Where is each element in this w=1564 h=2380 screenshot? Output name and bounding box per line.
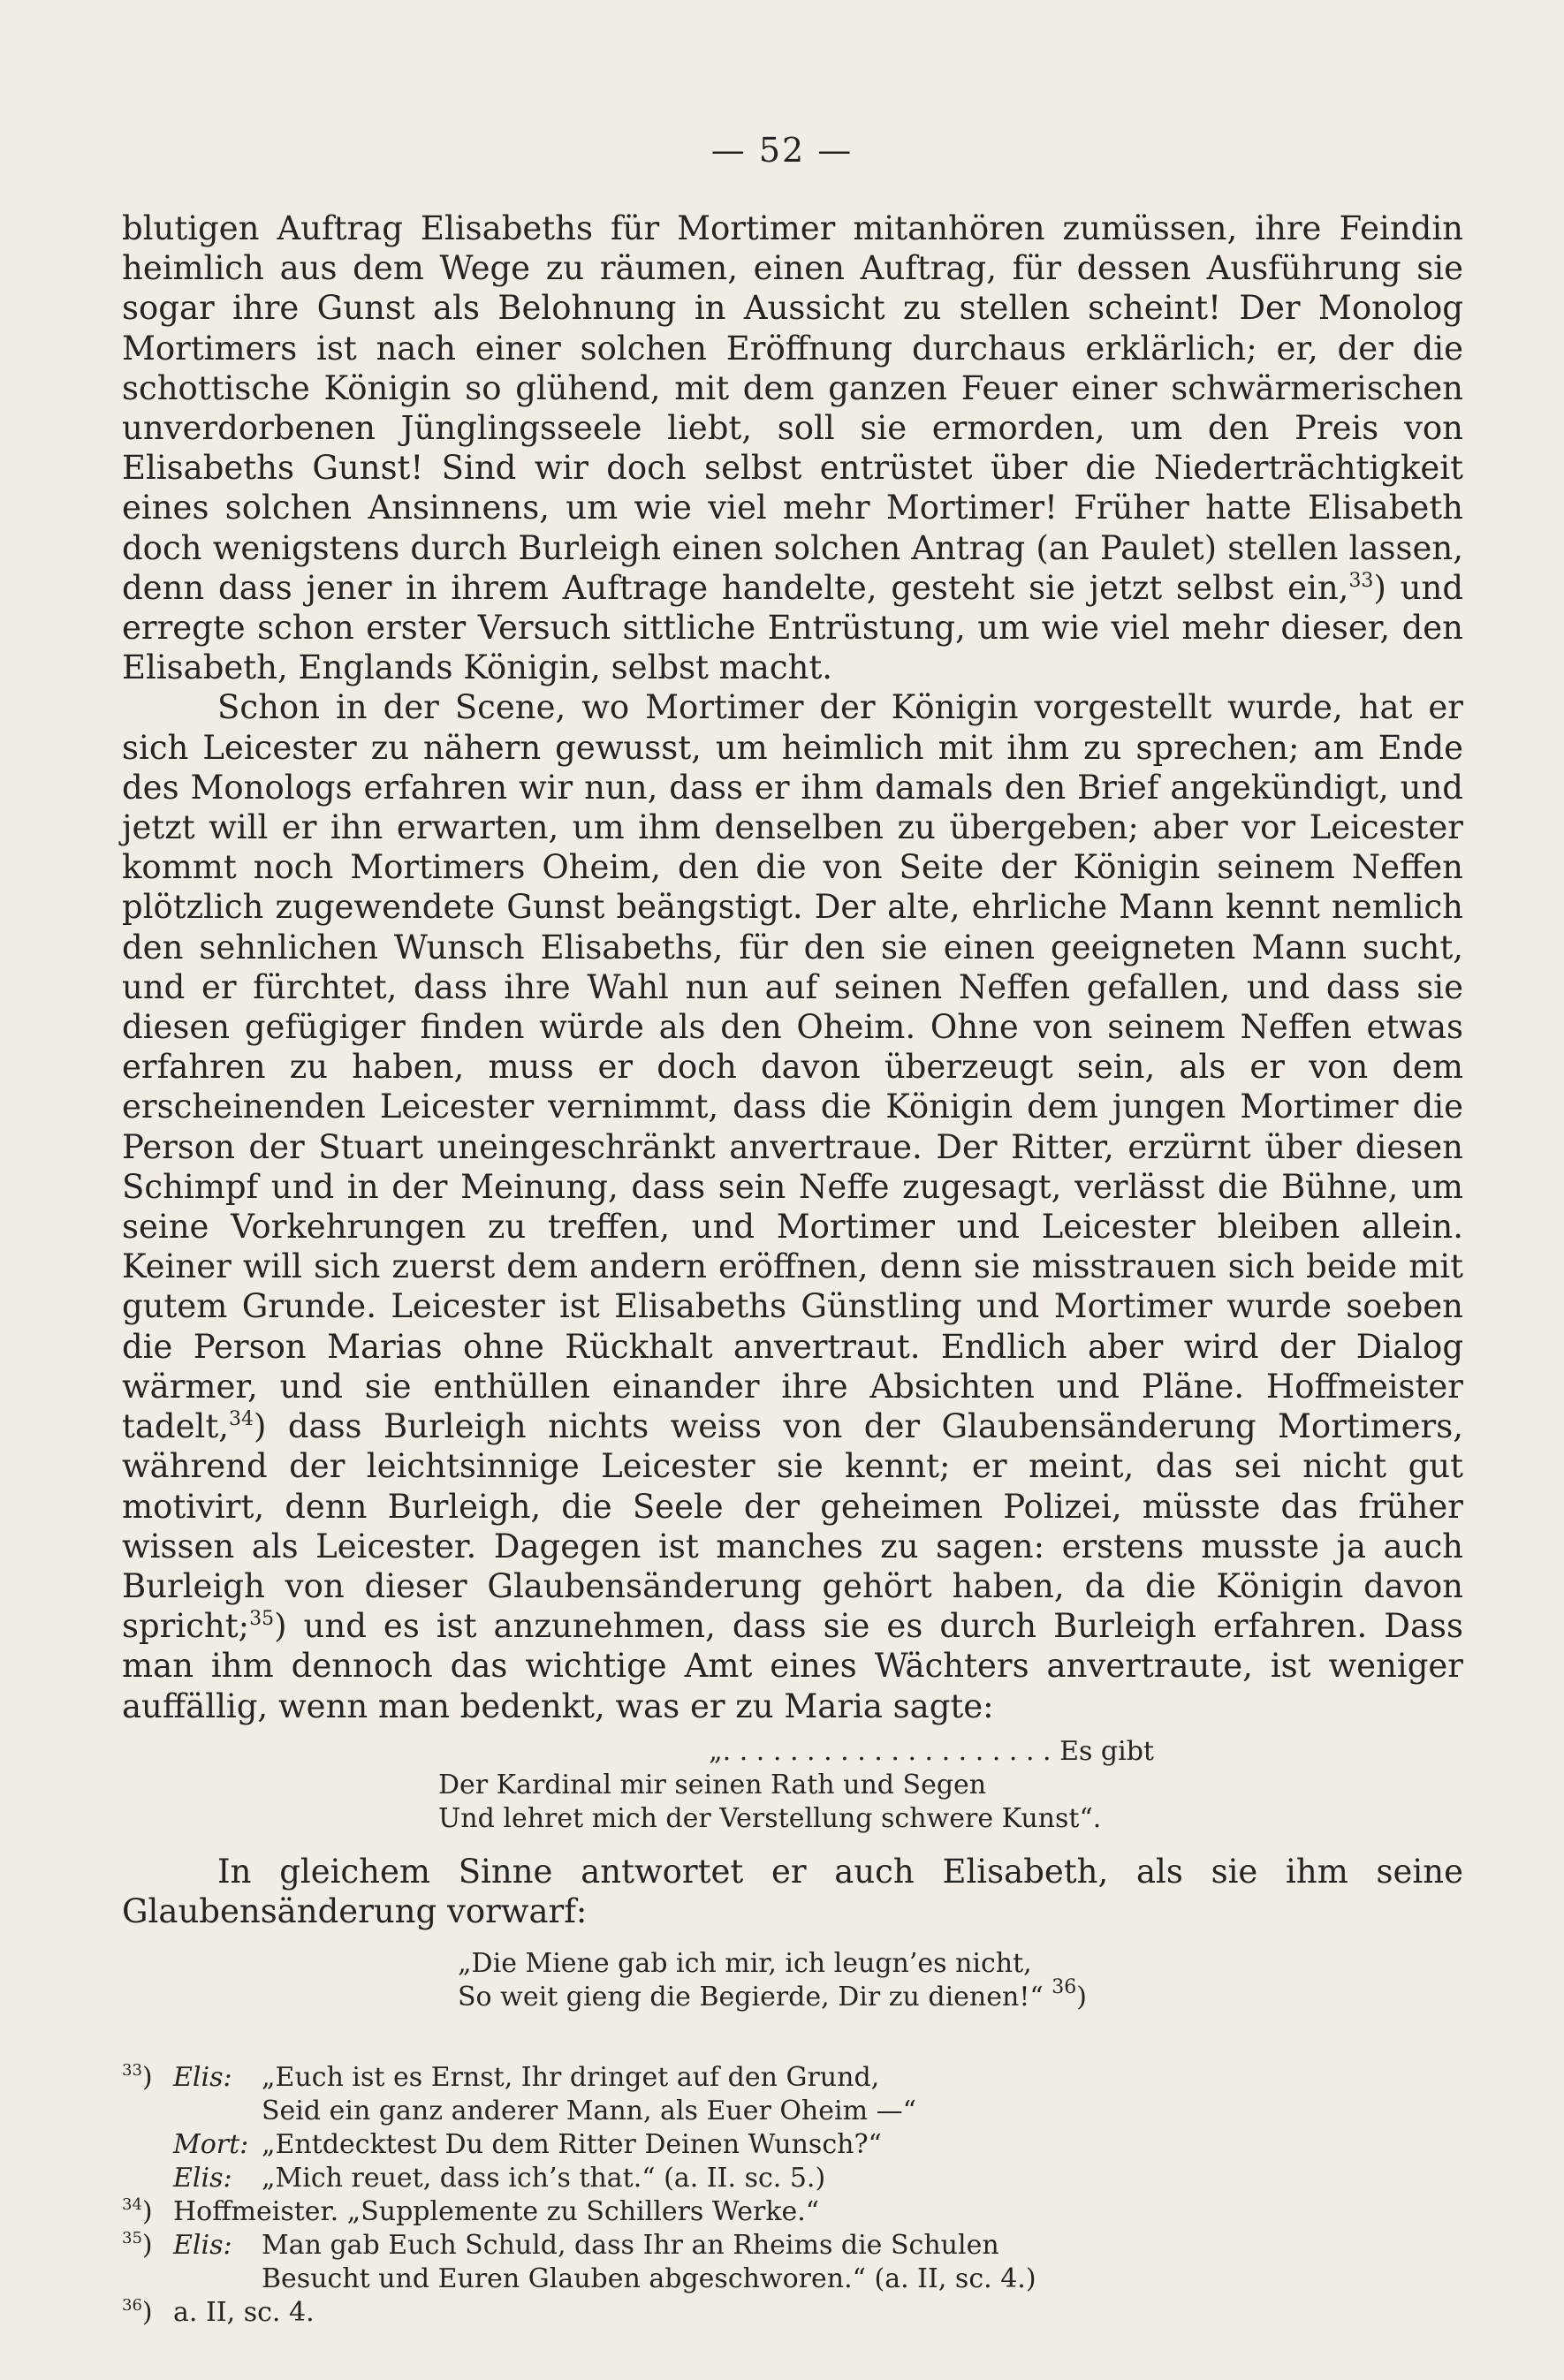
verse-2-line-2: So weit gieng die Begierde, Dir zu dienen!“ (458, 1982, 1044, 2013)
footnote-number (122, 2128, 173, 2162)
footnote-ref-36: 36 (1052, 1976, 1077, 1999)
footnote-number-35: 35 (122, 2229, 142, 2247)
footnote-number (122, 2263, 173, 2296)
paragraph-1-part-1: blutigen Auftrag Elisabeths für Mortimer mitanhören zumüssen, ihre Feindin heimlich aus dem Wege zu räumen, einen Auftrag, für dessen Ausführung sie sogar ihre Gunst als Belohnung in Aussicht zu stellen scheint! Der Monolog Mortimers ist nach einer solchen Eröffnung durchaus erklärlich; er, der die schottische Königin so glühend, mit dem ganzen Feuer einer schwärmerischen unverdorbenen Jünglingsseele liebt, soll sie ermorden, um den Preis von Elisabeths Gunst! Sind wir doch selbst entrüstet über die Niederträchtigkeit eines solchen Ansinnens, um wie viel mehr Mortimer! Früher hatte Elisabeth doch wenigstens durch Burleigh einen solchen Antrag (an Paulet) stellen lassen, denn dass jener in ihrem Auftrage handelte, gesteht sie jetzt selbst ein, (122, 209, 1463, 607)
footnote-number: $^{33}$) (122, 2061, 153, 2093)
footnote-line (122, 2296, 1359, 2330)
paragraph-2-part-3: ) und es ist anzunehmen, dass sie es durch Burleigh erfahren. Dass man ihm dennoch das wichtige Amt eines Wächters anvertraute, ist weniger auffällig, wenn man bedenkt, was er zu Maria sagte: (122, 1607, 1463, 1725)
footnote-line (122, 2061, 1359, 2095)
footnote-line (122, 2095, 1359, 2128)
footnote-number: $^{34}$) (122, 2195, 153, 2227)
main-text (122, 208, 1463, 2014)
footnote-text: Man gab Euch Schuld, dass Ihr an Rheims die Schulen (262, 2230, 999, 2261)
footnote-speaker (173, 2095, 262, 2128)
verse-1-line-1: „. . . . . . . . . . . . . . . . . . . . Es gibt (709, 1735, 1154, 1767)
footnote-ref-34: 34 (228, 1408, 254, 1431)
verse-2-line-2-wrap (458, 1976, 1463, 2014)
paragraph-3: In gleichem Sinne antwortet er auch Elisabeth, als sie ihm seine Glaubensänderung vorwarf: (122, 1852, 1463, 1930)
footnote-text: Besucht und Euren Glauben abgeschworen.“ (a. II, sc. 4.) (262, 2263, 1036, 2294)
footnote-text: Seid ein ganz anderer Mann, als Euer Oheim —“ (262, 2096, 916, 2126)
verse-2-line-1: „Die Miene gab ich mir, ich leugn’es nicht, (458, 1948, 1032, 1980)
footnote-ref-35: 35 (249, 1608, 275, 1631)
footnote-number: $^{36}$) (122, 2296, 153, 2328)
footnote-speaker: Mort: (173, 2129, 249, 2160)
footnote-line (122, 2229, 1359, 2263)
verse-1-line-3: Und lehret mich der Verstellung schwere Kunst“. (438, 1802, 1102, 1834)
footnote-text: „Entdecktest Du dem Ritter Deinen Wunsch?“ (262, 2129, 882, 2160)
paragraph-1 (122, 208, 1463, 687)
footnote-number-33: 33 (122, 2061, 142, 2080)
footnote-text: „Euch ist es Ernst, Ihr dringet auf den Grund, (262, 2062, 880, 2093)
footnote-text: a. II, sc. 4. (173, 2297, 315, 2328)
verse-quote-2 (458, 1947, 1463, 2014)
footnote-line (122, 2128, 1359, 2162)
footnote-number (122, 2162, 173, 2195)
footnotes (122, 2061, 1359, 2330)
paragraph-2-part-2: ) dass Burleigh nichts weiss von der Glaubensänderung Mortimers, während der leichtsinnige Leicester sie kennt; er meint, das sei nicht gut motivirt, denn Burleigh, die Seele der geheimen Polizei, müsste das früher wissen als Leicester. Dagegen ist manches zu sagen: erstens musste ja auch Burleigh von dieser Glaubensänderung gehört haben, da die Königin davon spricht; (122, 1407, 1463, 1646)
paragraph-2-part-1: Schon in der Scene, wo Mortimer der Königin vorgestellt wurde, hat er sich Leicester zu nähern gewusst, um heimlich mit ihm zu sprechen; am Ende des Monologs erfahren wir nun, dass er ihm damals den Brief angekündigt, und jetzt will er ihn erwarten, um ihm denselben zu übergeben; aber vor Leicester kommt noch Mortimers Oheim, den die von Seite der Königin seinem Neffen plötzlich zugewendete Gunst beängstigt. Der alte, ehrliche Mann kennt nemlich den sehnlichen Wunsch Elisabeths, für den sie einen geeigneten Mann sucht, und er fürchtet, dass ihre Wahl nun auf seinen Neffen gefallen, und dass sie diesen gefügiger finden würde als den Oheim. Ohne von seinem Neffen etwas erfahren zu haben, muss er doch davon überzeugt sein, als er von dem erscheinenden Leicester vernimmt, dass die Königin dem jungen Mortimer die Person der Stuart uneingeschränkt anvertraue. Der Ritter, erzürnt über diesen Schimpf und in der Meinung, dass sein Neffe zugesagt, verlässt die Bühne, um seine Vorkehrungen zu treffen, und Mortimer und Leicester bleiben allein. Keiner will sich zuerst dem andern eröffnen, denn sie misstrauen sich beide mit gutem Grunde. Leicester ist Elisabeths Günstling und Mortimer wurde soeben die Person Marias ohne Rückhalt anvertraut. Endlich aber wird der Dialog wärmer, und sie enthüllen einander ihre Absichten und Pläne. Hoffmeister tadelt, (122, 688, 1463, 1446)
footnote-ref-33: 33 (1348, 569, 1374, 592)
footnote-text: Hoffmeister. „Supplemente zu Schillers Werke.“ (173, 2196, 820, 2227)
footnote-text: „Mich reuet, dass ich’s that.“ (a. II. sc. 5.) (262, 2163, 826, 2194)
footnote-number (122, 2095, 173, 2128)
footnote-line (122, 2263, 1359, 2296)
page-number: — 52 — (710, 131, 854, 170)
footnote-speaker: Elis: (173, 2230, 232, 2261)
footnote-line (122, 2195, 1359, 2229)
paragraph-1-part-2: ) und erregte schon erster Versuch sittliche Entrüstung, um wie viel mehr dieser, den Elisabeth, Englands Königin, selbst macht. (122, 568, 1464, 687)
footnote-speaker: Elis: (173, 2062, 232, 2093)
verse-quote-1 (438, 1735, 1463, 1836)
footnote-number-36: 36 (122, 2296, 142, 2315)
verse-2-ref-close: ) (1076, 1982, 1087, 2013)
footnote-speaker (173, 2263, 262, 2296)
paragraph-2 (122, 687, 1463, 1725)
footnote-speaker: Elis: (173, 2163, 232, 2194)
footnote-line (122, 2162, 1359, 2195)
verse-1-line-2: Der Kardinal mir seinen Rath und Segen (438, 1769, 987, 1800)
footnote-number: $^{35}$) (122, 2229, 153, 2261)
footnote-number-34: 34 (122, 2195, 142, 2214)
